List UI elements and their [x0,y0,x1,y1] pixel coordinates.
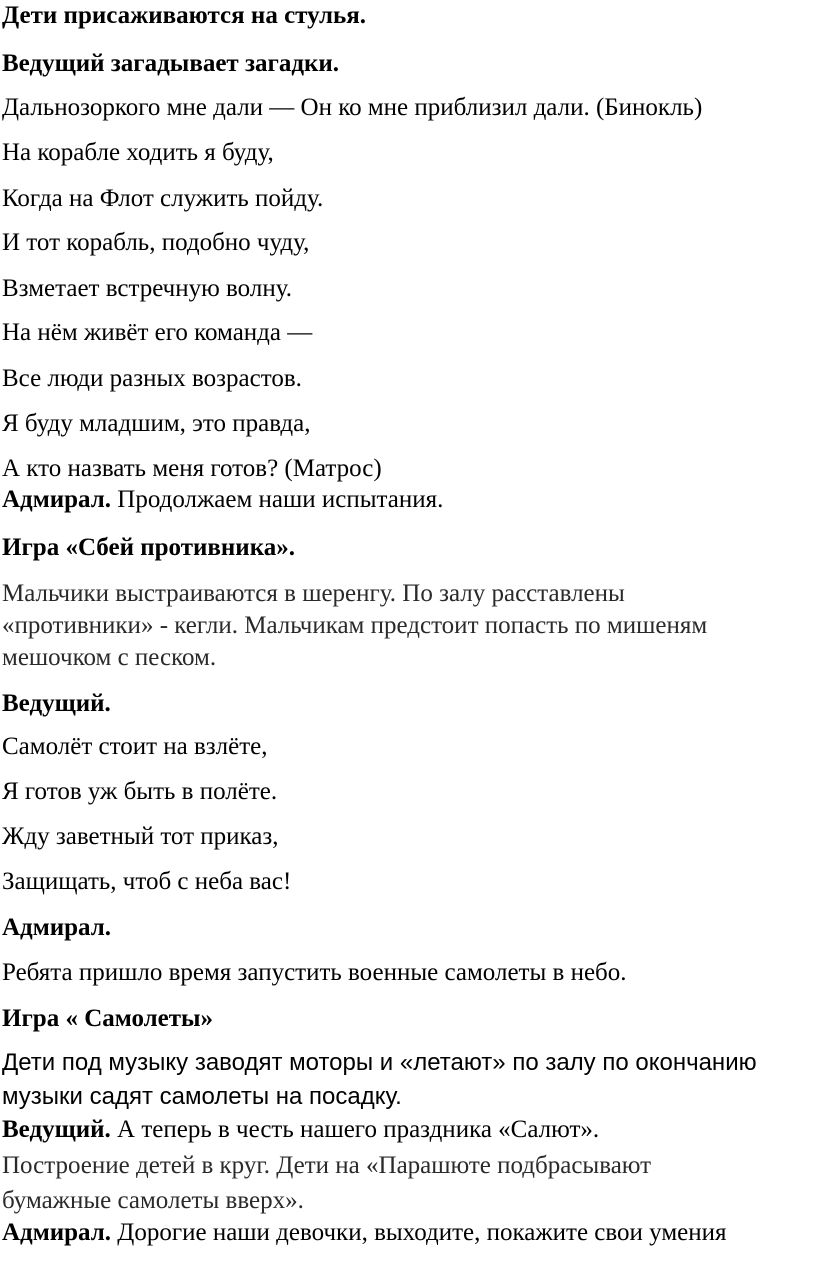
speaker-label: Адмирал. [2,1219,112,1246]
poem-line: Я готов уж быть в полёте. [2,778,278,805]
admiral-speech: Ребята пришло время запустить военные самолеты в небо. [2,959,627,986]
admiral-line [2,1217,727,1249]
admiral-line [2,484,443,516]
poem-line: Все люди разных возрастов. [2,365,302,392]
game-description: Мальчики выстраиваются в шеренгу. По залу расставлены [2,580,625,607]
game-title-planes: Игра « Самолеты» [2,1005,214,1032]
speaker-heading-admiral: Адмирал. [2,914,112,941]
poem-line: И тот корабль, подобно чуду, [2,229,310,256]
stage-direction-riddles: Ведущий загадывает загадки. [2,50,340,77]
game-description: мешочком с песком. [2,644,217,671]
poem-line: На нём живёт его команда — [2,319,313,346]
poem-line: Взметает встречную волну. [2,275,292,302]
poem-line: На корабле ходить я буду, [2,139,274,166]
stage-direction-sit: Дети присаживаются на стулья. [2,2,367,29]
game-description: музыки садят самолеты на посадку. [2,1083,402,1110]
game-title-knockdown: Игра «Сбей противника». [2,534,295,561]
speaker-text: Дорогие наши девочки, выходите, покажите свои умения [111,1219,727,1246]
speaker-label: Ведущий. [2,1116,111,1143]
speaker-heading-host: Ведущий. [2,690,111,717]
host-line [2,1114,599,1146]
poem-line: Самолёт стоит на взлёте, [2,733,268,760]
stage-direction-circle: бумажные самолеты вверх». [2,1187,304,1214]
game-description: «противники» - кегли. Мальчикам предстоит попасть по мишеням [2,612,708,639]
stage-direction-circle: Построение детей в круг. Дети на «Парашюте подбрасывают [2,1152,652,1179]
speaker-text: А теперь в честь нашего праздника «Салют». [110,1116,600,1143]
speaker-text: Продолжаем наши испытания. [111,486,444,513]
poem-line-answer: А кто назвать меня готов? (Матрос) [2,455,382,482]
poem-line: Когда на Флот служить пойду. [2,185,324,212]
speaker-label: Адмирал. [2,486,112,513]
game-description: Дети под музыку заводят моторы и «летают» по залу по окончанию [2,1049,757,1076]
poem-line: Я буду младшим, это правда, [2,410,311,437]
poem-line: Жду заветный тот приказ, [2,823,279,850]
poem-line: Защищать, чтоб с неба вас! [2,868,292,895]
riddle-binoculars: Дальнозоркого мне дали — Он ко мне приблизил дали. (Бинокль) [2,94,703,121]
